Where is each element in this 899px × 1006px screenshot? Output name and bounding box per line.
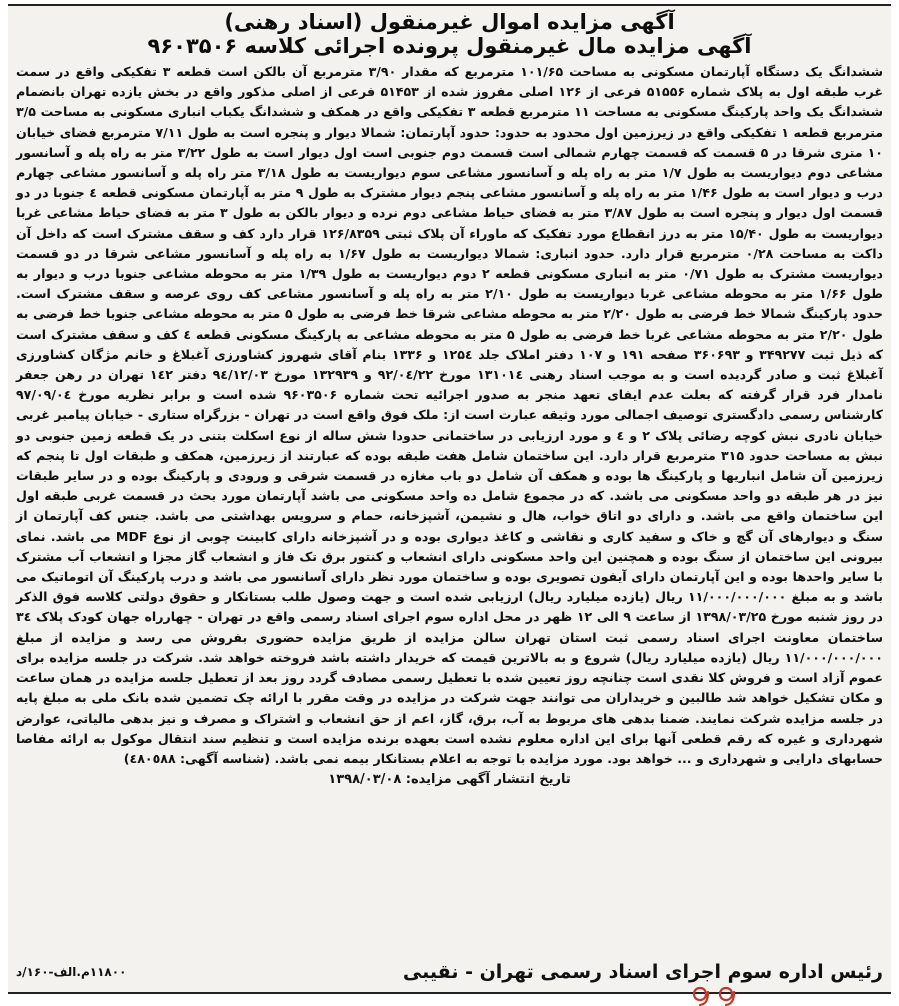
- notice-body: ششدانگ یک دستگاه آپارتمان مسکونی به مساحت ۱۰۱/۶۵ مترمربع که مقدار ۳/۹۰ مترمربع آن بالکن است قطعه ۳ تفکیکی واقع در سمت غرب طبقه اول به پلاک شماره ۵۱۵۵۶ فرعی از ۱۲۶ اصلی مفروز شده از ۵۱۴۵۳ فرعی از اصلی مذکور واقع در بخش یازده تهران بانضمام ششدانگ یک واحد پارکینگ مسکونی به مساحت ۱۱ مترمربع قطعه ۳ تفکیکی واقع در همکف و ششدانگ یکباب انباری مسکونی به مساحت ۳/۵ مترمربع قطعه ۱ تفکیکی واقع در زیرزمین اول محدود به حدود: حدود آپارتمان: شمالا دیوار و پنجره است به طول ۷/۱۱ مترمربع فضای خیابان ۱۰ متری شرقا در ۵ قسمت که قسمت چهارم شمالی است قسمت دوم جنوبی است اول دیوار است به طول ۳/۲۲ متر به راه پله و آسانسور مشاعی دوم دیواریست به طول ۱/۷ متر به راه پله و آسانسور مشاعی سوم دیواریست به طول ۳/۱۸ متر راه پله و آسانسور مشاعی چهارم درب و دیوار است به طول ۱/۴۶ متر به راه پله و آسانسور مشاعی پنجم دیوار مشترک به طول ۹ متر به آپارتمان مسکونی قطعه ٤ جنوبا در دو قسمت اول دیوار و پنجره است به طول ۳/۸۷ متر به فضای حیاط مشاعی دوم نرده و دیوار بالکن به طول ۳ متر به فضای حیاط مشاعی غربا دیواریست به طول ۱۵/۴۰ متر به درز انقطاع مورد تفکیک که ماوراء آن پلاک ثبتی ۱۲۶/۸۳۵۹ قرار دارد کف و سقف مشترک است که داخل آن داکت به مساحت ۰/۲۸ مترمربع قرار دارد. حدود انباری: شمالا دیواریست به طول ۱/۶۷ به راه پله و آسانسور مشاعی شرقا در دو قسمت دیواریست مشترک به طول ۰/۷۱ متر به انباری مسکونی قطعه ۲ دوم دیواریست به طول ۱/۳۹ متر به محوطه مشاعی جنوبا درب و دیوار به طول ۱/۶۶ متر به محوطه مشاعی غربا دیواریست به طول ۲/۱۰ متر به راه پله و آسانسور مشاعی کف روی عرصه و سقف مشترک است. حدود پارکینگ شمالا خط فرضی به طول ۲/۲۰ متر به محوطه مشاعی شرقا خط فرضی به طول ۵ متر به محوطه مشاعی جنوبا خط فرضی به طول ۲/۲۰ متر به محوطه مشاعی غربا خط فرضی به طول ۵ متر به محوطه مشاعی به پارکینگ مسکونی قطعه ٤ کف و سقف مشترک است که ذیل ثبت ۳۴۹۲۷۷ و ۳۶۰۶۹۳ صفحه ۱۹۱ و ۱۰۷ دفتر املاک جلد ۱۲۵٤ و ۱۳۳۶ بنام آقای شهروز کشاورزی آغبلاغ و خانم مژگان کشاورزی آغبلاغ ثبت و صادر گردیده است و به موجب اسناد رهنی ۱۳۱۰۱٤ مورخ ۹۲/۰٤/۲۲ و ۱۳۲۹۳۹ مورخ ۹٤/۱۲/۰۳ دفتر ۱٤۲ تهران در رهن جعفر نامدار فرد قرار گرفته که بعلت عدم ایفای تعهد منجر به صدور اجرائیه تحت شماره ۹۶۰۳۵۰۶ شده است و برابر نظریه مورخ ۹۷/۰۹/۰٤ کارشناس رسمی دادگستری توصیف اجمالی مورد وثیقه عبارت است از: ملک فوق واقع است در تهران - بزرگراه ستاری - خیابان پیامبر غربی خیابان نادری نبش کوچه رضائی پلاک ۲ و ٤ و مورد ارزیابی در ساختمانی حدودا شش ساله از نوع اسکلت بتنی در یک قطعه زمین جنوبی دو نبش به مساحت حدود ۳۱۵ مترمربع قرار دارد. این ساختمان شامل هفت طبقه بوده که عبارتند از زیرزمین، همکف و طبقات اول تا پنجم که زیرزمین آن شامل انباریها و پارکینگ ها بوده و همکف آن شامل دو باب مغازه در قسمت شرقی و ورودی و پارکینگ بوده و در سایر طبقات نیز در هر طبقه دو واحد مسکونی می باشد. که در مجموع شامل ده واحد مسکونی می باشد آپارتمان مورد بحث در قسمت غربی طبقه اول این ساختمان واقع می باشد. و دارای دو اتاق خواب، هال و نشیمن، آشپزخانه، حمام و سرویس بهداشتی می باشد. جنس کف آپارتمان از سنگ و دیوارهای آن گچ و خاک و سفید کاری و نقاشی و کاغذ دیواری بوده و در آشپزخانه دارای کابینت چوبی از نوع MDF می باشد. نمای بیرونی این ساختمان از سنگ بوده و همچنین این واحد مسکونی دارای انشعاب و کنتور برق تک فاز و انشعاب گاز مجزا و انشعاب آب مشترک با سایر واحدها بوده و این آپارتمان دارای آیفون تصویری بوده و ساختمان مورد نظر دارای آسانسور می باشد و درب پارکینگ آن اتوماتیک می باشد و به مبلغ ۱۱/۰۰۰/۰۰۰/۰۰۰ ریال (یازده میلیارد ریال) ارزیابی شده است و جهت وصول طلب بستانکار و حقوق دولتی کلاسه فوق الذکر در روز شنبه مورخ ۱۳۹۸/۰۳/۲۵ از ساعت ۹ الی ۱۲ ظهر در محل اداره سوم اجرای اسناد رسمی واقع در تهران - چهارراه جهان کودک پلاک ۳٤ ساختمان معاونت اجرای اسناد رسمی ثبت استان تهران سالن مزایده از طریق مزایده حضوری بفروش می رسد و مزایده از مبلغ ۱۱/۰۰۰/۰۰۰/۰۰۰ ریال (یازده میلیارد ریال) شروع و به بالاترین قیمت که خریدار داشته باشد فروخته خواهد شد. شرکت در جلسه مزایده برای عموم آزاد است و فروش کلا نقدی است چنانچه روز تعیین شده با تعطیل رسمی مصادف گردد روز بعد از تعطیل جلسه مزایده در همان ساعت و مکان تشکیل خواهد شد طالبین و خریداران می توانند جهت شرکت در مزایده در وقت مقرر با ارائه چک تضمین شده بانک ملی به مبلغ پایه در جلسه مزایده شرکت نمایند. ضمنا بدهی های مربوط به آب، برق، گاز، اعم از حق انشعاب و اشتراک و مصرف و نیز بدهی مالیاتی، عوارض شهرداری و غیره که رقم قطعی آنها برای این اداره معلوم نشده است بعهده برنده مزایده است و تنظیم سند انتقال موکول به ارائه مفاصا حسابهای دارایی و شهرداری و ... خواهد بود. مورد مزایده با توجه به اعلام بستانکار بیمه نمی باشد. (شناسه آگهی: ٤٨٠٥٨٨): [16, 64, 884, 766]
- publish-date: تاریخ انتشار آگهی مزایده: ۱۳۹۸/۰۳/۰۸: [328, 772, 571, 788]
- notice-title: آگهی مزایده اموال غیرمنقول (اسناد رهنی): [224, 10, 675, 34]
- signature-line: رئیس اداره سوم اجرای اسناد رسمی تهران - نقیبی: [402, 961, 883, 983]
- notice-subtitle: آگهی مزایده مال غیرمنقول پرونده اجرائی کلاسه ۹۶۰۳۵۰۶: [147, 34, 752, 58]
- reference-code: ۱۱۸۰۰م.الف-۱۶۰/د: [16, 965, 127, 979]
- auction-notice: [8, 4, 891, 994]
- handwritten-number-mark: [686, 982, 776, 1006]
